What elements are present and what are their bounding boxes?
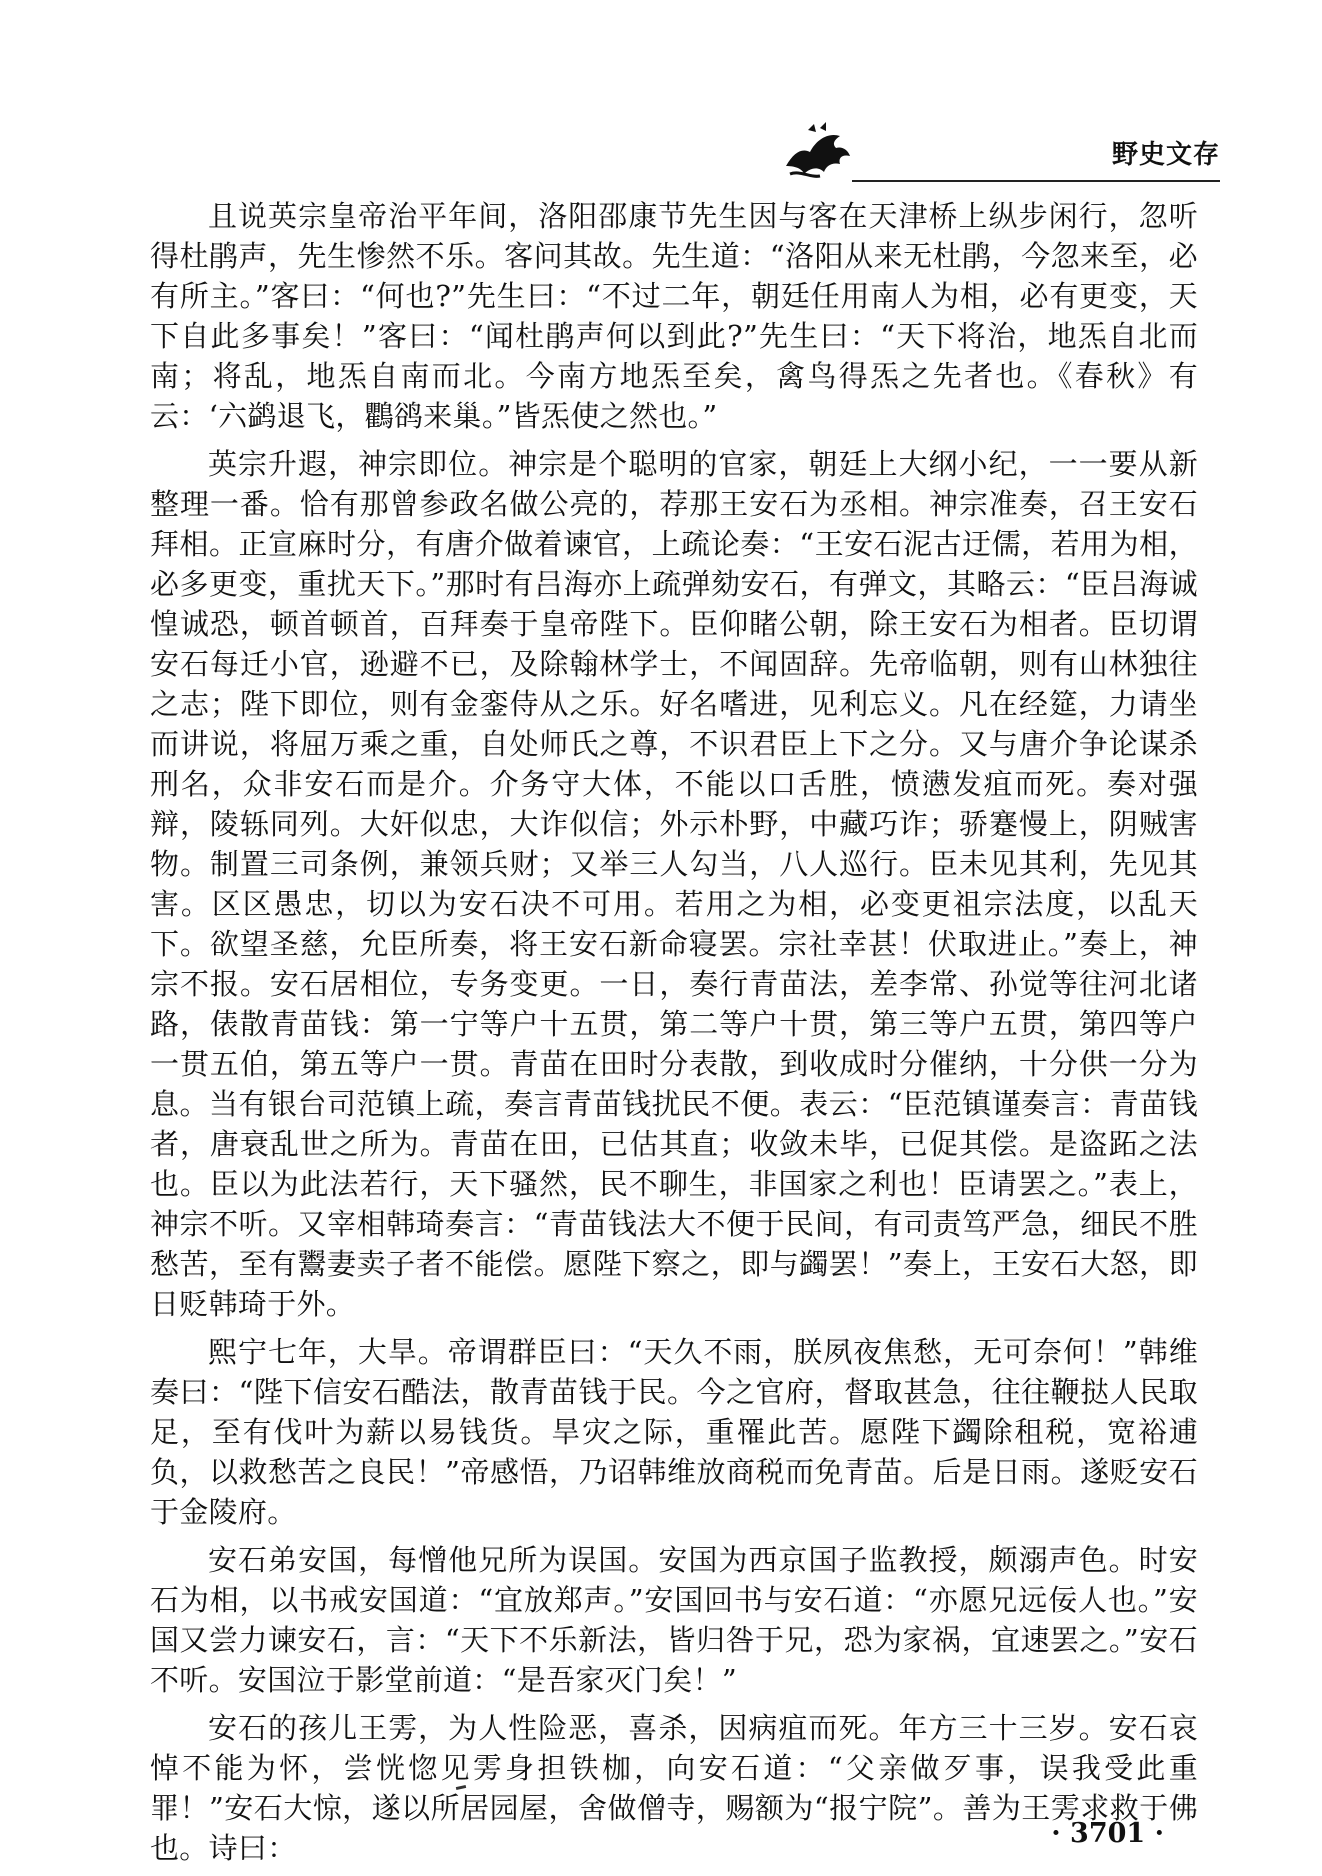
paragraph: 安石的孩儿王雱，为人性险恶，喜杀，因病疽而死。年方三十三岁。安石哀悼不能为怀，尝恍惚见雱身担铁枷，向安石道：“父亲做歹事，误我受此重罪！”安石大惊，遂以所居园屋，舍做僧寺，赐额为“报宁院”。善为王雱求救于佛也。诗曰：: [150, 1711, 1198, 1865]
paragraph: 英宗升遐，神宗即位。神宗是个聪明的官家，朝廷上大纲小纪，一一要从新整理一番。恰有那曾参政名做公亮的，荐那王安石为丞相。神宗准奏，召王安石拜相。正宣麻时分，有唐介做着谏官，上疏论奏：“王安石泥古迂儒，若用为相，必多更变，重扰天下。”那时有吕海亦上疏弹劾安石，有弹文，其略云：“臣吕海诚惶诚恐，顿首顿首，百拜奏于皇帝陛下。臣仰睹公朝，除王安石为相者。臣切谓安石每迁小官，逊避不已，及除翰林学士，不闻固辞。先帝临朝，则有山林独往之志；陛下即位，则有金銮侍从之乐。好名嗜进，见利忘义。凡在经筵，力请坐而讲说，将屈万乘之重，自处师氏之尊，不识君臣上下之分。又与唐介争论谋杀刑名，众非安石而是介。介务守大体，不能以口舌胜，愤懑发疽而死。奏对强辩，陵轹同列。大奸似忠，大诈似信；外示朴野，中藏巧诈；骄蹇慢上，阴贼害物。制置三司条例，兼领兵财；又举三人勾当，八人巡行。臣未见其利，先见其害。区区愚忠，切以为安石决不可用。若用之为相，必变更祖宗法度，以乱天下。欲望圣慈，允臣所奏，将王安石新命寝罢。宗社幸甚！伏取进止。”奏上，神宗不报。安石居相位，专务变更。一日，奏行青苗法，差李常、孙觉等往河北诸路，俵散青苗钱：第一宁等户十五贯，第二等户十贯，第三等户五贯，第四等户一贯五伯，第五等户一贯。青苗在田时分表散，到收成时分催纳，十分供一分为息。当有银台司范镇上疏，奏言青苗钱扰民不便。表云：“臣范镇谨奏言：青苗钱者，唐衰乱世之所为。青苗在田，已估其直；收敛未毕，已促其偿。是盗跖之法也。臣以为此法若行，天下骚然，民不聊生，非国家之利也！臣请罢之。”表上，神宗不听。又宰相韩琦奏言：“青苗钱法大不便于民间，有司责笃严急，细民不胜愁苦，至有鬻妻卖子者不能偿。愿陛下察之，即与蠲罢！”奏上，王安石大怒，即日贬韩琦于外。: [150, 447, 1198, 1321]
dragon-emblem-icon: [780, 122, 856, 182]
paragraph: 且说英宗皇帝治平年间，洛阳邵康节先生因与客在天津桥上纵步闲行，忽听得杜鹃声，先生惨然不乐。客问其故。先生道：“洛阳从来无杜鹃，今忽来至，必有所主。”客曰：“何也?”先生曰：“不过二年，朝廷任用南人为相，必有更变，天下自此多事矣！”客曰：“闻杜鹃声何以到此?”先生曰：“天下将治，地炁自北而南；将乱，地炁自南而北。今南方地炁至矣，禽鸟得炁之先者也。《春秋》有云：‘六鹢退飞，鸜鹆来巢。”皆炁使之然也。”: [150, 199, 1198, 433]
paragraph: 熙宁七年，大旱。帝谓群臣曰：“天久不雨，朕夙夜焦愁，无可奈何！”韩维奏曰：“陛下信安石酷法，散青苗钱于民。今之官府，督取甚急，往往鞭挞人民取足，至有伐叶为薪以易钱货。旱灾之际，重罹此苦。愿陛下蠲除租税，宽裕逋负，以救愁苦之良民！”帝感悟，乃诏韩维放商税而免青苗。后是日雨。遂贬安石于金陵府。: [150, 1335, 1198, 1529]
paragraph: 安石弟安国，每憎他兄所为误国。安国为西京国子监教授，颇溺声色。时安石为相，以书戒安国道：“宜放郑声。”安国回书与安石道：“亦愿兄远佞人也。”安国又尝力谏安石，言：“天下不乐新法，皆归咎于兄，恐为家祸，宜速罢之。”安石不听。安国泣于影堂前道：“是吾家灭门矣！”: [150, 1543, 1198, 1697]
main-text: [150, 196, 1198, 1876]
page-number: · 3701 ·: [1051, 1818, 1164, 1849]
header-rule: [852, 180, 1220, 182]
header-title: 野史文存: [1111, 140, 1220, 170]
running-header: [780, 120, 1220, 190]
